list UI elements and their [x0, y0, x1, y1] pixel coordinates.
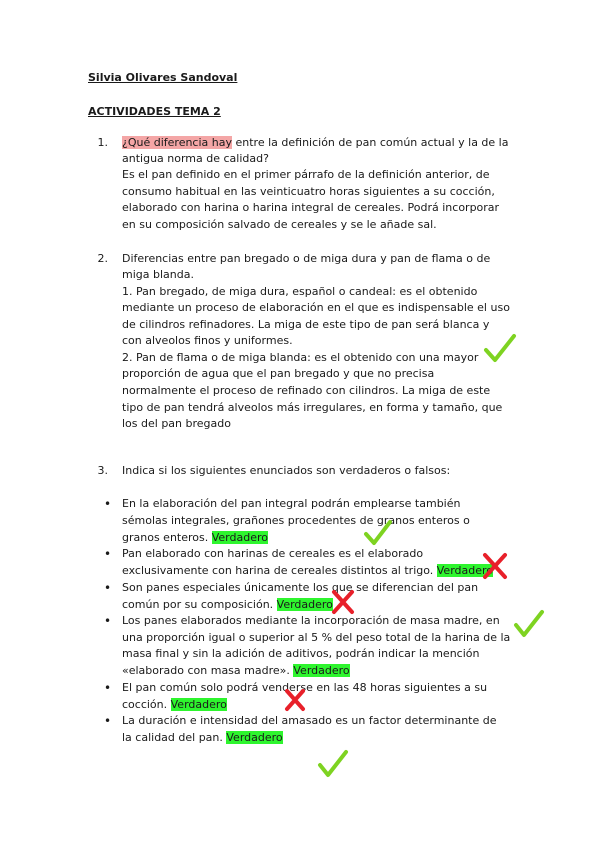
question-2-line: Diferencias entre pan bregado o de miga dura y pan de flama o de: [122, 252, 491, 265]
highlighted-text: ¿Qué diferencia hay: [122, 136, 232, 149]
question-3-text: Indica si los siguientes enunciados son verdaderos o falsos:: [122, 464, 451, 477]
bullet-dot: •: [104, 714, 112, 728]
question-number: 3.: [97, 464, 108, 477]
answer-badge: Verdadero: [211, 531, 268, 544]
answer-2-line: con alveolos finos y uniformes.: [122, 334, 293, 347]
cross-mark-icon: [284, 688, 306, 712]
answer-2-line: tipo de pan tendrá alveolos más irregulares, en forma y tamaño, que: [122, 401, 503, 414]
check-mark-icon: [484, 334, 516, 364]
check-mark-icon: [514, 610, 544, 638]
answer-badge: Verdadero: [276, 598, 333, 611]
author-name: Silvia Olivares Sandoval: [88, 71, 238, 84]
cross-mark-icon: [331, 589, 355, 615]
answer-badge: Verdadero: [293, 664, 350, 677]
bullet-dot: •: [104, 497, 112, 511]
bullet-dot: •: [104, 681, 112, 695]
bullet-dot: •: [104, 614, 112, 628]
bullet-dot: •: [104, 581, 112, 595]
answer-1-line: en su composición salvado de cereales y se le añade sal.: [122, 218, 437, 231]
question-1-line: antigua norma de calidad?: [122, 152, 269, 165]
page-title: ACTIVIDADES TEMA 2: [88, 105, 221, 118]
question-1-line: ¿Qué diferencia hay entre la definición de pan común actual y la de la: [122, 136, 509, 149]
question-number: 2.: [97, 252, 108, 265]
answer-2-line: mediante un proceso de elaboración en el que es indispensable el uso: [122, 301, 510, 314]
answer-2-line: 2. Pan de flama o de miga blanda: es el obtenido con una mayor: [122, 351, 479, 364]
check-mark-icon: [318, 750, 348, 778]
cross-mark-icon: [482, 552, 508, 580]
answer-1-line: consumo habitual en las veinticuatro horas siguientes a su cocción,: [122, 185, 495, 198]
answer-2-line: los del pan bregado: [122, 417, 231, 430]
answer-1-line: elaborado con harina o harina integral de cereales. Podrá incorporar: [122, 201, 500, 214]
question-number: 1.: [97, 136, 108, 149]
answer-badge: Verdadero: [436, 564, 494, 577]
check-mark-icon: [364, 520, 392, 546]
answer-2-line: de cilindros refinadores. La miga de este tipo de pan será blanca y: [122, 318, 490, 331]
answer-2-line: normalmente el proceso de refinado con cilindros. La miga de este: [122, 384, 491, 397]
answer-2-line: 1. Pan bregado, de miga dura, español o candeal: es el obtenido: [122, 285, 478, 298]
answer-badge: Verdadero: [170, 698, 227, 711]
answer-1-line: Es el pan definido en el primer párrafo de la definición anterior, de: [122, 168, 490, 181]
answer-badge: Verdadero: [226, 731, 283, 744]
bullet-dot: •: [104, 547, 112, 561]
question-2-line: miga blanda.: [122, 268, 194, 281]
answer-2-line: proporción de agua que el pan bregado y que no precisa: [122, 367, 435, 380]
